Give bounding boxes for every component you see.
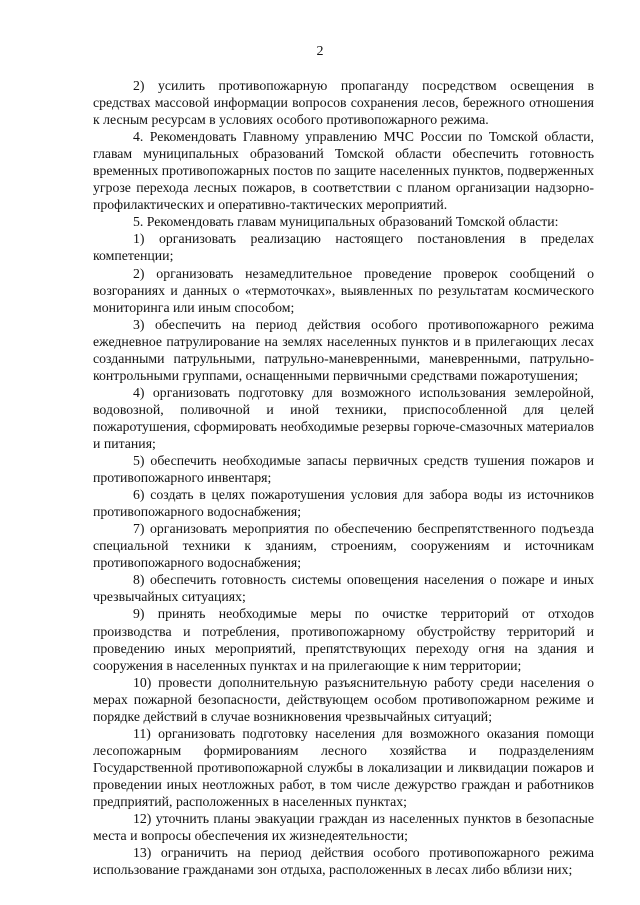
paragraph-item-2: 2) организовать незамедлительное проведение проверок сообщений о возгораниях и данных о «термоточках», выявленных по результатам космического мониторинга или иным способом; <box>93 265 594 315</box>
document-body <box>93 77 594 878</box>
paragraph-item-5: 5) обеспечить необходимые запасы первичных средств тушения пожаров и противопожарного инвентаря; <box>93 453 594 486</box>
paragraph-5-recommend-heads: 5. Рекомендовать главам муниципальных образований Томской области: <box>133 214 559 230</box>
paragraph-item-2-propaganda: 2) усилить противопожарную пропаганду посредством освещения в средствах массовой информации вопросов сохранения лесов, бережного отношения к лесным ресурсам в условиях особого противопожарного режима. <box>93 78 594 128</box>
paragraph-item-6: 6) создать в целях пожаротушения условия для забора воды из источников противопожарного водоснабжения; <box>93 487 594 520</box>
paragraph-item-9: 9) принять необходимые меры по очистке территорий от отходов производства и потребления, противопожарному обустройству территорий и проведению иных мероприятий, препятствующих переходу огня на здания и сооружения в населенных пунктах и на прилегающие к ним территории; <box>93 606 594 673</box>
paragraph-item-1: 1) организовать реализацию настоящего постановления в пределах компетенции; <box>93 231 594 264</box>
paragraph-item-13: 13) ограничить на период действия особого противопожарного режима использование гражданами зон отдыха, расположенных в лесах либо вблизи них; <box>93 845 594 878</box>
paragraph-item-8: 8) обеспечить готовность системы оповещения населения о пожаре и иных чрезвычайных ситуациях; <box>93 572 594 605</box>
paragraph-item-3: 3) обеспечить на период действия особого противопожарного режима ежедневное патрулирование на землях населенных пунктов и в прилегающих лесах созданными патрульными, патрульно-маневренными, маневренными, патрульно-контрольными группами, оснащенными первичными средствами пожаротушения; <box>93 316 594 383</box>
paragraph-item-10: 10) провести дополнительную разъяснительную работу среди населения о мерах пожарной безопасности, действующем особом противопожарном режиме и порядке действий в случае возникновения чрезвычайных ситуаций; <box>93 674 594 724</box>
paragraph-item-7: 7) организовать мероприятия по обеспечению беспрепятственного подъезда специальной техники к зданиям, строениям, сооружениям и источникам противопожарного водоснабжения; <box>93 521 594 571</box>
paragraph-item-4: 4) организовать подготовку для возможного использования землеройной, водовозной, поливочной и иной техники, приспособленной для целей пожаротушения, сформировать необходимые резервы горюче-смазочных материалов и питания; <box>93 384 594 451</box>
paragraph-item-11: 11) организовать подготовку населения для возможного оказания помощи лесопожарным формированиям лесного хозяйства и подразделениям Государственной противопожарной службы в локализации и ликвидации пожаров и проведении иных неотложных работ, в том числе дежурство граждан и работников предприятий, расположенных в населенных пунктах; <box>93 725 594 809</box>
paragraph-4-recommend-mchs: 4. Рекомендовать Главному управлению МЧС России по Томской области, главам муниципальных образований Томской области обеспечить готовность временных противопожарных постов по защите населенных пунктов, подверженных угрозе перехода лесных пожаров, в соответствии с планом организации надзорно-профилактических и оперативно-тактических мероприятий. <box>93 129 594 213</box>
page-number: 2 <box>316 44 324 59</box>
paragraph-item-12: 12) уточнить планы эвакуации граждан из населенных пунктов в безопасные места и вопросы обеспечения их жизнедеятельности; <box>93 811 594 844</box>
